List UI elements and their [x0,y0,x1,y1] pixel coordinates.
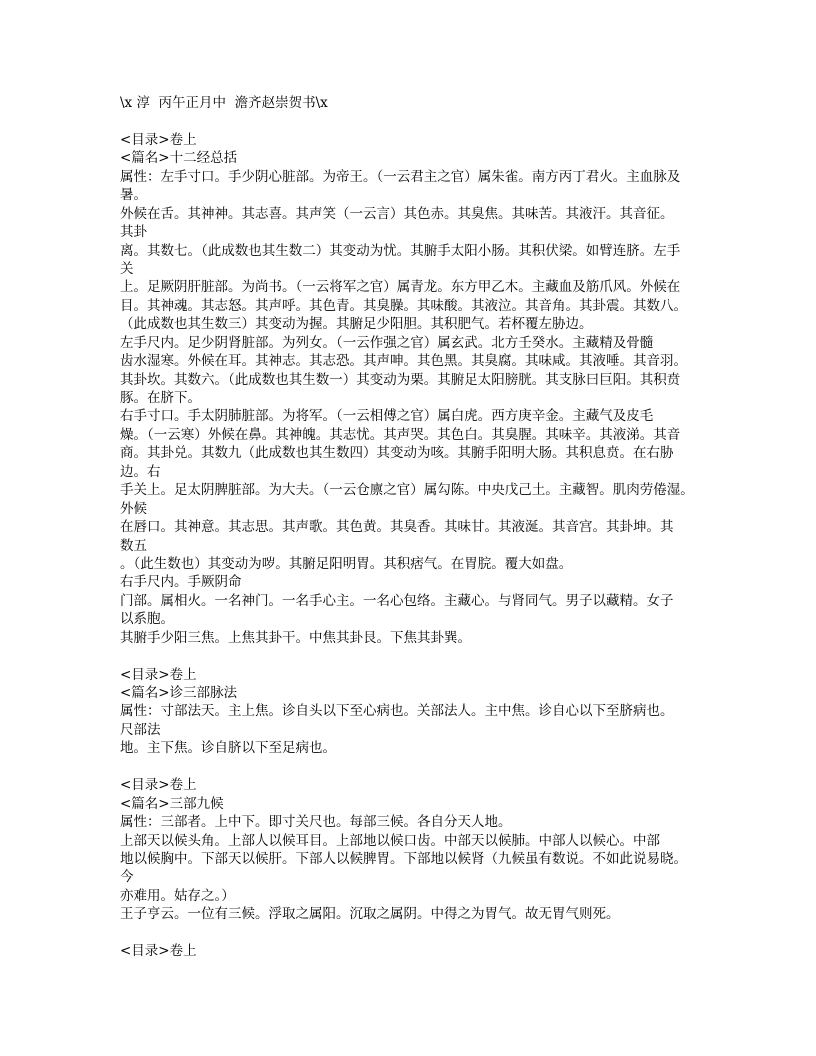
text-line: 目。其神魂。其志怒。其声呼。其色青。其臭臊。其味酸。其液泣。其音角。其卦震。其数八。 [120,297,687,314]
text-line: 外候在舌。其神神。其志喜。其声笑（一云言）其色赤。其臭焦。其味苦。其液汗。其音征。 [120,205,674,222]
text-line: 。（此生数也）其变动为哕。其腑足阳明胃。其积痞气。在胃脘。覆大如盘。 [120,555,573,572]
text-line: 门部。属相火。一名神门。一名手心主。一名心包络。主藏心。与肾同气。男子以藏精。女子 [120,592,674,609]
text-line: 右手寸口。手太阴肺脏部。为将军。（一云相傅之官）属白虎。西方庚辛金。主藏气及皮毛 [120,408,654,425]
text-line: 商。其卦兑。其数九（此成数也其生数四）其变动为咳。其腑手阳明大肠。其积息贲。在右胁 [120,445,674,462]
blank-line [120,112,720,130]
text-line: 其卦坎。其数六。（此成数也其生数一）其变动为栗。其腑足太阳膀胱。其支脉曰巨阳。其积贲 [120,371,681,388]
text-line: 外候 [120,500,147,517]
text-line: 豚。在脐下。 [120,390,201,406]
text-line: 其卦 [120,224,147,241]
text-line: 上部天以候头角。上部人以候耳目。上部地以候口齿。中部天以候肺。中部人以候心。中部 [120,832,660,849]
text-line: 左手尺内。足少阴肾脏部。为列女。（一云作强之官）属玄武。北方壬癸水。主藏精及骨髓 [120,334,654,351]
text-line: （此成数也其生数三）其变动为握。其腑足少阳胆。其积肥气。若杯覆左胁边。 [120,316,593,333]
text-line: 今 [120,869,134,886]
text-line: 属性：寸部法天。主上焦。诊自头以下至心病也。关部法人。主中焦。诊自心以下至脐病也。 [120,703,674,720]
text-line: 其腑手少阳三焦。上焦其卦干。中焦其卦艮。下焦其卦巽。 [120,629,471,646]
text-line: <篇名>诊三部脉法 [120,685,238,701]
text-line: \x 淳 丙午正月中 澹齐赵崇贺书\x [120,95,328,111]
text-line: <目录>卷上 [120,777,197,794]
text-line: 属性：左手寸口。手少阴心脏部。为帝王。（一云君主之官）属朱雀。南方丙丁君火。主血脉及 [120,168,681,185]
text-line: 地。主下焦。诊自脐以下至足病也。 [120,740,336,757]
text-line: 暑。 [120,187,147,204]
blank-line [120,647,720,665]
blank-line [120,758,720,776]
text-line: 属性：三部者。上中下。即寸关尺也。每部三候。各自分天人地。 [120,814,512,831]
document-body [120,94,720,961]
text-line: 数五 [120,537,147,554]
text-line: 燥。（一云寒）外候在鼻。其神魄。其志忧。其声哭。其色白。其臭腥。其味辛。其液涕。其音 [120,426,681,443]
text-line: 右手尺内。手厥阴命 [120,574,242,591]
text-line: 地以候胸中。下部天以候肝。下部人以候脾胃。下部地以候肾（九候虽有数说。不如此说易晓。 [120,850,687,867]
text-line: <篇名>三部九候 [120,795,224,812]
text-line: 手关上。足太阴脾脏部。为大夫。（一云仓廪之官）属勾陈。中央戊己土。主藏智。肌肉劳倦湿。 [120,482,694,499]
text-line: 离。其数七。（此成数也其生数二）其变动为忧。其腑手太阳小肠。其积伏梁。如臂连脐。左手 [120,242,681,259]
text-line: 边。右 [120,463,161,480]
text-line: <篇名>十二经总括 [120,150,238,167]
text-line: 齿水湿寒。外候在耳。其神志。其志恐。其声呻。其色黑。其臭腐。其味咸。其液唾。其音羽。 [120,353,687,370]
text-line: <目录>卷上 [120,666,197,683]
text-line: <目录>卷上 [120,943,197,960]
text-line: 上。足厥阴肝脏部。为尚书。（一云将军之官）属青龙。东方甲乙木。主藏血及筋爪风。外候在 [120,279,681,296]
text-line: 以系胞。 [120,611,174,628]
text-line: 在唇口。其神意。其志思。其声歌。其色黄。其臭香。其味甘。其液涎。其音宫。其卦坤。其 [120,519,674,536]
text-line: 王子亨云。一位有三候。浮取之属阳。沉取之属阴。中得之为胃气。故无胃气则死。 [120,906,620,923]
blank-line [120,924,720,942]
text-line: 亦难用。姑存之。） [120,887,235,904]
text-line: 关 [120,260,134,277]
text-line: 尺部法 [120,721,161,738]
text-line: <目录>卷上 [120,131,197,148]
